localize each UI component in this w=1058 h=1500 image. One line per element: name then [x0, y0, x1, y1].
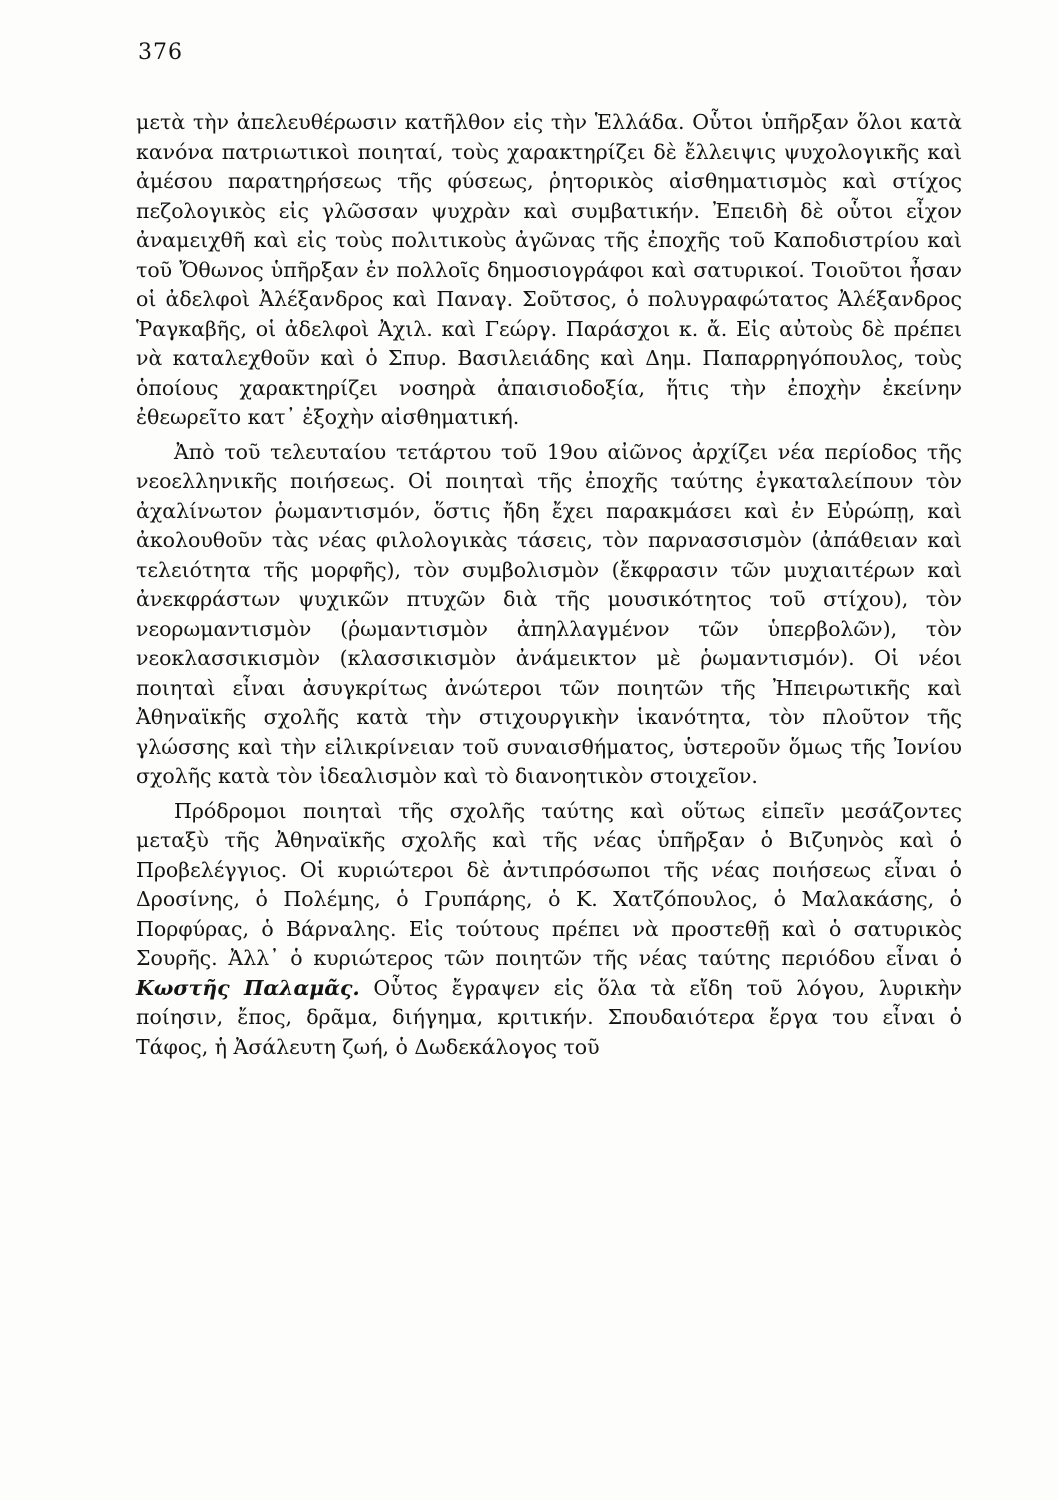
page-number: 376 [138, 40, 183, 65]
paragraph-3-text-end: Οὗτος ἔγραψεν εἰς ὅλα τὰ εἴδη τοῦ λόγου, λυρικὴν ποίησιν, ἔπος, δρᾶμα, διήγημα, κριτικήν. Σπουδαιότερα ἔργα του εἶναι ὁ Τάφος, ἡ Ἀσάλευτη ζωή, ὁ Δωδεκάλογος τοῦ [136, 975, 962, 1059]
emphasized-author-name: Κωστῆς Παλαμᾶς. [136, 975, 360, 1000]
body-text [136, 108, 962, 1062]
paragraph-3-text-start: Πρόδρομοι ποιηταὶ τῆς σχολῆς ταύτης καὶ οὕτως εἰπεῖν μεσάζοντες μεταξὺ τῆς Ἀθηναϊκῆς σχολῆς καὶ τῆς νέας ὑπῆρξαν ὁ Βιζυηνὸς καὶ ὁ Προβελέγγιος. Οἱ κυριώτεροι δὲ ἀντιπρόσωποι τῆς νέας ποιήσεως εἶναι ὁ Δροσίνης, ὁ Πολέμης, ὁ Γρυπάρης, ὁ Κ. Χατζόπουλος, ὁ Μαλακάσης, ὁ Πορφύρας, ὁ Βάρναλης. Εἰς τούτους πρέπει νὰ προστεθῇ καὶ ὁ σατυρικὸς Σουρῆς. Ἀλλ᾽ ὁ κυριώτερος τῶν ποιητῶν τῆς νέας ταύτης περιόδου εἶναι ὁ [136, 798, 962, 970]
paragraph-2: Ἀπὸ τοῦ τελευταίου τετάρτου τοῦ 19ου αἰῶνος ἀρχίζει νέα περίοδος τῆς νεοελληνικῆς ποιήσεως. Οἱ ποιηταὶ τῆς ἐποχῆς ταύτης ἐγκαταλείπουν τὸν ἀχαλίνωτον ῥωμαντισμόν, ὅστις ἤδη ἔχει παρακμάσει καὶ ἐν Εὐρώπῃ, καὶ ἀκολουθοῦν τὰς νέας φιλολογικὰς τάσεις, τὸν παρνασσισμὸν (ἀπάθειαν καὶ τελειότητα τῆς μορφῆς), τὸν συμβολισμὸν (ἔκφρασιν τῶν μυχιαιτέρων καὶ ἀνεκφράστων ψυχικῶν πτυχῶν διὰ τῆς μουσικότητος τοῦ στίχου), τὸν νεορωμαντισμὸν (ῥωμαντισμὸν ἀπηλλαγμένον τῶν ὑπερβολῶν), τὸν νεοκλασσικισμὸν (κλασσικισμὸν ἀνάμεικτον μὲ ῥωμαντισμόν). Οἱ νέοι ποιηταὶ εἶναι ἀσυγκρίτως ἀνώτεροι τῶν ποιητῶν τῆς Ἠπειρωτικῆς καὶ Ἀθηναϊκῆς σχολῆς κατὰ τὴν στιχουργικὴν ἱκανότητα, τὸν πλοῦτον τῆς γλώσσης καὶ τὴν εἰλικρίνειαν τοῦ συναισθήματος, ὑστεροῦν ὅμως τῆς Ἰονίου σχολῆς κατὰ τὸν ἰδεαλισμὸν καὶ τὸ διανοητικὸν στοιχεῖον. [136, 439, 962, 788]
paragraph-3 [136, 797, 962, 1063]
paragraph-1: μετὰ τὴν ἀπελευθέρωσιν κατῆλθον εἰς τὴν Ἑλλάδα. Οὗτοι ὑπῆρξαν ὅλοι κατὰ κανόνα πατριωτικοὶ ποιηταί, τοὺς χαρακτηρίζει δὲ ἔλλειψις ψυχολογικῆς καὶ ἀμέσου παρατηρήσεως τῆς φύσεως, ῥητορικὸς αἰσθηματισμὸς καὶ στίχος πεζολογικὸς εἰς γλῶσσαν ψυχρὰν καὶ συμβατικήν. Ἐπειδὴ δὲ οὗτοι εἶχον ἀναμειχθῆ καὶ εἰς τοὺς πολιτικοὺς ἀγῶνας τῆς ἐποχῆς τοῦ Καποδιστρίου καὶ τοῦ Ὄθωνος ὑπῆρξαν ἐν πολλοῖς δημοσιογράφοι καὶ σατυρικοί. Τοιοῦτοι ἦσαν οἱ ἀδελφοὶ Ἀλέξανδρος καὶ Παναγ. Σοῦτσος, ὁ πολυγραφώτατος Ἀλέξανδρος Ῥαγκαβῆς, οἱ ἀδελφοὶ Ἀχιλ. καὶ Γεώργ. Παράσχοι κ. ἄ. Εἰς αὐτοὺς δὲ πρέπει νὰ καταλεχθοῦν καὶ ὁ Σπυρ. Βασιλειάδης καὶ Δημ. Παπαρρηγόπουλος, τοὺς ὁποίους χαρακτηρίζει νοσηρὰ ἀπαισιοδοξία, ἥτις τὴν ἐποχὴν ἐκείνην ἐθεωρεῖτο κατ᾽ ἐξοχὴν αἰσθηματική. [136, 110, 962, 429]
